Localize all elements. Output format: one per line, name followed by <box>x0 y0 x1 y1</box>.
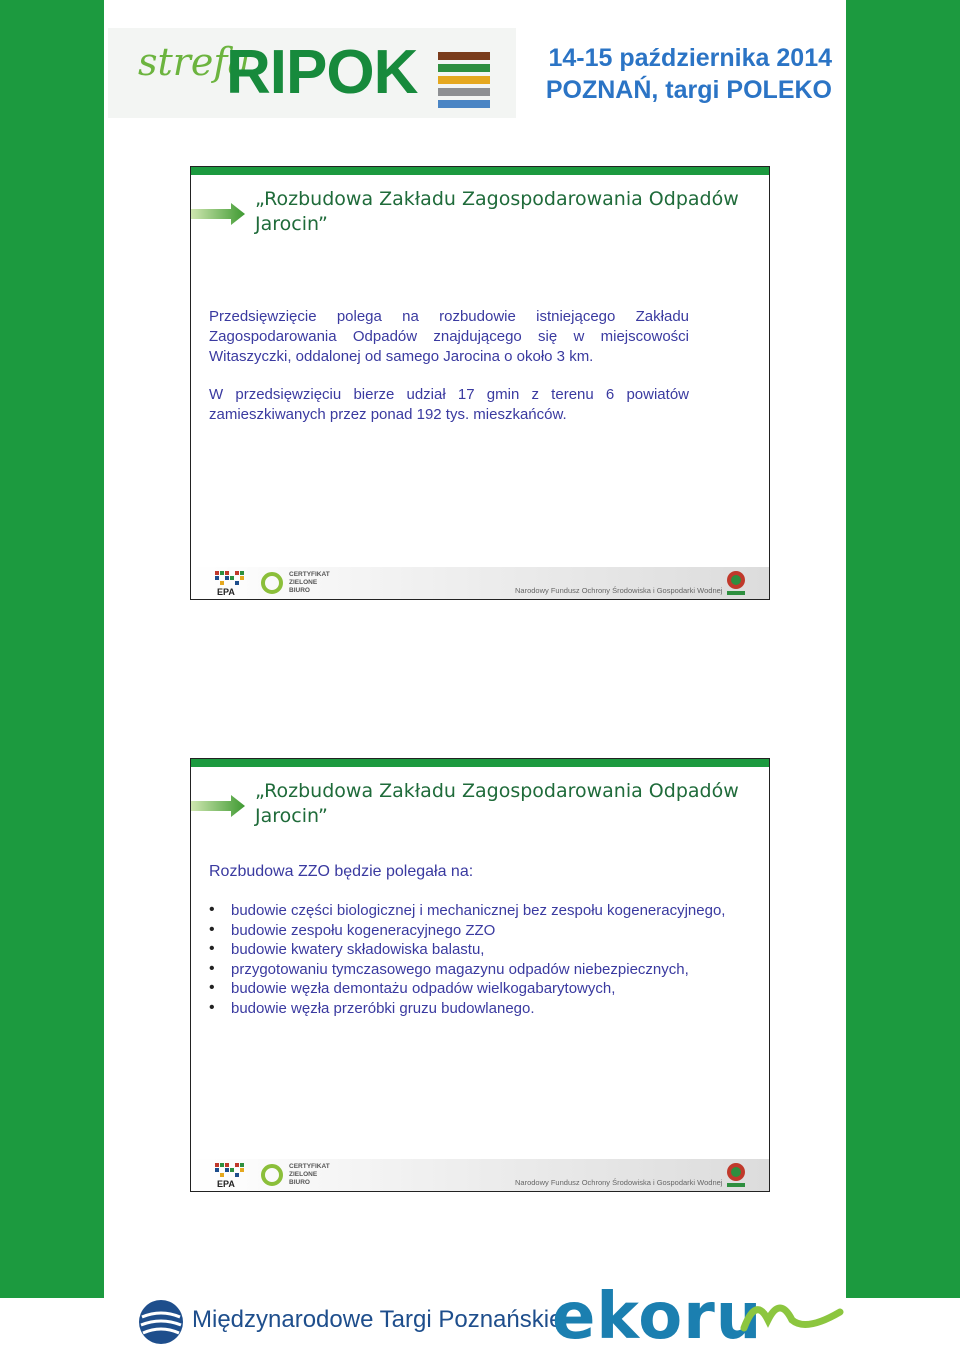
cert-text <box>289 571 330 595</box>
slide-2 <box>190 758 770 1192</box>
list-item: • budowie zespołu kogeneracyjnego ZZO <box>209 921 749 941</box>
cert-text <box>289 1163 330 1187</box>
slide-1 <box>190 166 770 600</box>
logo-strefa-text: strefa <box>138 40 251 84</box>
ekorum-swoosh-icon <box>740 1292 850 1332</box>
logo-ripok-text: RIPOK <box>226 38 418 107</box>
ekorum-logo: ekoru <box>552 1280 763 1354</box>
left-green-bar <box>0 0 104 1298</box>
epa-text: EPA <box>217 1179 235 1189</box>
arrow-right-icon <box>191 203 245 225</box>
mtp-name: Międzynarodowe Targi Poznańskie <box>192 1306 563 1333</box>
slide-body <box>209 307 689 443</box>
list-item: • przygotowaniu tymczasowego magazynu odpadów niebezpiecznych, <box>209 960 749 980</box>
cert-circle-icon <box>261 572 283 594</box>
slide-footer <box>191 1159 769 1191</box>
list-item: • budowie węzła demontażu odpadów wielkogabarytowych, <box>209 979 749 999</box>
cert-circle-icon <box>261 1164 283 1186</box>
cert-line: BIURO <box>289 587 310 594</box>
event-date: 14-15 października 2014 <box>548 44 832 72</box>
emblem-icon <box>725 570 747 596</box>
strefa-ripok-logo <box>108 28 516 118</box>
slide-list <box>209 901 749 1018</box>
cert-line: ZIELONE <box>289 579 318 586</box>
emblem-icon <box>725 1162 747 1188</box>
mtp-globe-icon <box>138 1299 184 1345</box>
slide-footer <box>191 567 769 599</box>
epa-logo-icon <box>215 1163 247 1189</box>
footer-org: Narodowy Fundusz Ochrony Środowiska i Gospodarki Wodnej <box>515 586 723 595</box>
cert-line: CERTYFIKAT <box>289 571 330 578</box>
slide-title: „Rozbudowa Zakładu Zagospodarowania Odpadów Jarocin” <box>255 780 739 827</box>
list-item: • budowie kwatery składowiska balastu, <box>209 940 749 960</box>
cert-line: BIURO <box>289 1179 310 1186</box>
slide-lead: Rozbudowa ZZO będzie polegała na: <box>209 863 474 880</box>
footer-org: Narodowy Fundusz Ochrony Środowiska i Gospodarki Wodnej <box>515 1178 723 1187</box>
arrow-right-icon <box>191 795 245 817</box>
slide-title: „Rozbudowa Zakładu Zagospodarowania Odpadów Jarocin” <box>255 188 739 235</box>
paragraph: W przedsięwzięciu bierze udział 17 gmin z terenu 6 powiatów zamieszkiwanych przez ponad 192 tys. mieszkańców. <box>209 386 689 423</box>
list-item: • budowie części biologicznej i mechanicznej bez zespołu kogeneracyjnego, <box>209 901 749 921</box>
list-item: • budowie węzła przeróbki gruzu budowlanego. <box>209 999 749 1019</box>
event-place: POZNAŃ, targi POLEKO <box>545 76 832 104</box>
cert-line: ZIELONE <box>289 1171 318 1178</box>
right-green-bar <box>846 0 960 1358</box>
paragraph: Przedsięwzięcie polega na rozbudowie istniejącego Zakładu Zagospodarowania Odpadów znajdującego się w miejscowości Witaszyczki, oddalonej od samego Jarocina o około 3 km. <box>209 308 689 365</box>
logo-stripes-icon <box>438 52 490 112</box>
epa-text: EPA <box>217 587 235 597</box>
epa-logo-icon <box>215 571 247 597</box>
cert-line: CERTYFIKAT <box>289 1163 330 1170</box>
